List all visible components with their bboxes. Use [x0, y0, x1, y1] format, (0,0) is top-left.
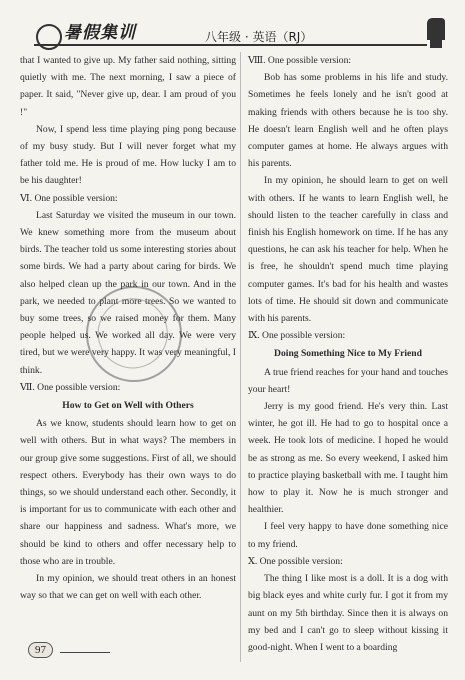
paragraph: Last Saturday we visited the museum in our town. We knew something more from the museum about birds. The teacher told us some interesting stories about some birds. We had a party about caring for birds. We also helped clean up the park in our town. And in the park, we needed to plant more trees. So we wanted to buy some trees, so we raised money for them. Many people helped us. We worked all day. We were very tired, but we were very happy. It was very meaningful, I think. — [20, 209, 236, 376]
logo-circle-icon — [36, 24, 62, 50]
paragraph: As we know, students should learn how to get on well with others. But in what ways? The members in our group give some suggestions. First of all, we should respect others. Everybody has their own ways to do things, so we should understand each other. Secondly, it is important for us to communicate with each other and share our happiness and sadness. What's more, we should be kind to others and offer necessary help to those who are in trouble. — [20, 418, 236, 567]
paragraph: that I wanted to give up. My father said nothing, sitting quietly with me. The next morning, I saw a piece of paper. It said, "Never give up, dear. I am proud of you !" — [20, 55, 236, 118]
brand-title: 暑假集训 — [64, 23, 136, 42]
essay-title: Doing Something Nice to My Friend — [274, 348, 422, 360]
paragraph: I feel very happy to have done something nice to my friend. — [248, 521, 448, 550]
paragraph: Bob has some problems in his life and study. Sometimes he feels lonely and he isn't good at making friends with others because he is too shy. He doesn't learn English well and he often plays computer games at home. He always argues with his parents. — [248, 72, 448, 170]
page-number-badge — [28, 640, 53, 658]
paragraph: In my opinion, we should treat others in an honest way so that we can get on well with each other. — [20, 573, 236, 602]
grade-subject: 八年级 · 英语（RJ） — [205, 30, 313, 44]
paragraph: In my opinion, he should learn to get on well with others. If he wants to learn English well, he should listen to the teacher carefully in class and finish his English homework on time. If he has any questions, he can ask his teacher for help. When he is free, he shouldn't spend much time playing computer games. It's bad for his health and wastes lots of time. He should sit down and communicate with his parents. — [248, 175, 448, 325]
section-heading: Ⅵ. One possible version: — [20, 192, 118, 204]
header-rule — [34, 44, 427, 46]
footer-rule — [60, 652, 110, 653]
paragraph: Now, I spend less time playing ping pong because of my busy study. But I will never forget what my father told me. He is proud of me. How lucky I am to be his daughter! — [20, 123, 236, 187]
paragraph: The thing I like most is a doll. It is a dog with big black eyes and white curly fur. I got it from my aunt on my 5th birthday. Since then it is always on my bed and I can't go to sleep without kissing it good-night. When I went to a boarding — [248, 573, 448, 653]
paragraph: A true friend reaches for your hand and touches your heart! — [248, 366, 448, 395]
page-header — [0, 0, 465, 52]
page-number: 97 — [28, 642, 53, 658]
essay-title: How to Get on Well with Others — [62, 400, 194, 412]
section-heading: Ⅹ. One possible version: — [248, 555, 343, 567]
column-divider — [240, 52, 241, 662]
right-column — [248, 52, 448, 656]
section-heading: Ⅸ. One possible version: — [248, 330, 346, 342]
section-heading: Ⅷ. One possible version: — [248, 55, 352, 66]
section-heading: Ⅶ. One possible version: — [20, 381, 121, 393]
paragraph: Jerry is my good friend. He's very thin. Last winter, he got ill. He had to go to hospital once a week. He took lots of medicine. I hoped he would be as strong as me. So every weekend, I asked him to practice playing basketball with me. I taught him how to play it. Now he is much stronger and healthier. — [248, 401, 448, 516]
